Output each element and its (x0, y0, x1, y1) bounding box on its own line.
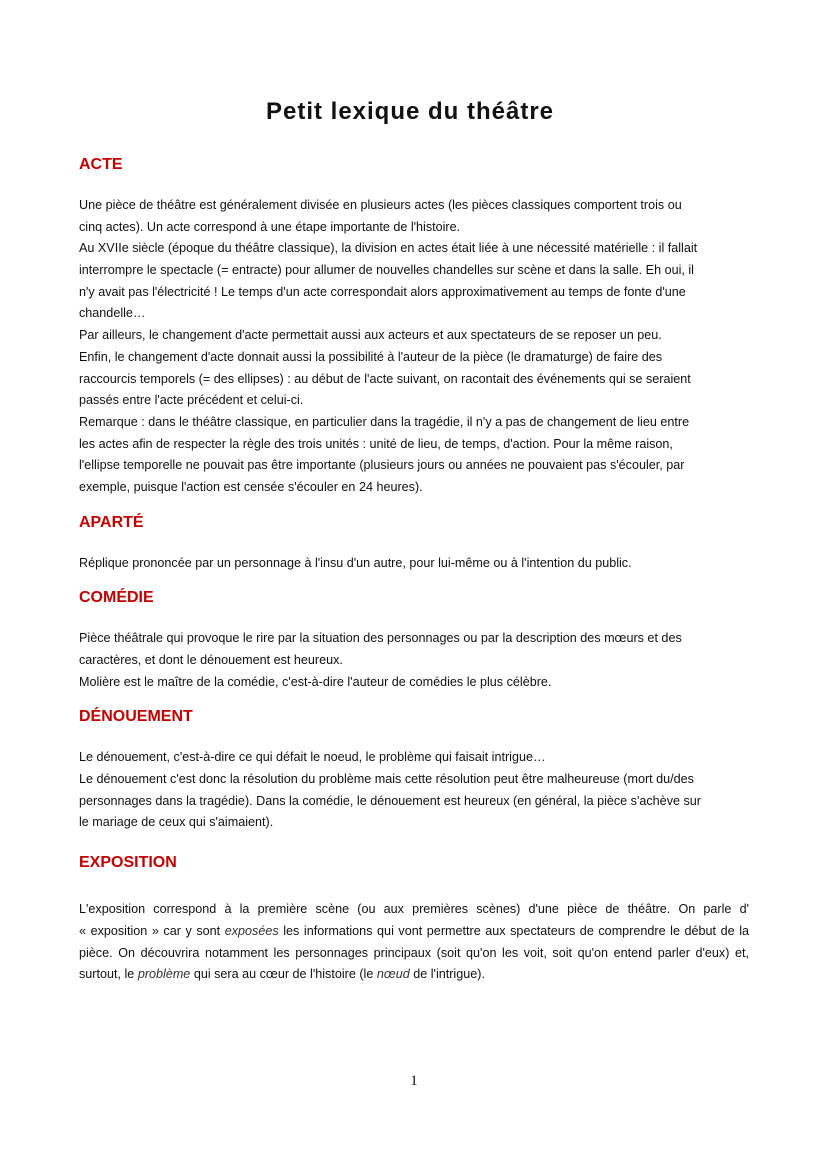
text-line: Pièce théâtrale qui provoque le rire par la situation des personnages ou par la description des mœurs et des (79, 631, 682, 646)
text-line: passés entre l'acte précédent et celui-ci. (79, 393, 304, 408)
section-body (79, 899, 749, 986)
text-line: interrompre le spectacle (= entracte) pour allumer de nouvelles chandelles sur scène et dans la salle. Eh oui, il (79, 263, 694, 278)
text-line: Molière est le maître de la comédie, c'est-à-dire l'auteur de comédies le plus célèbre. (79, 674, 552, 689)
text-line: L'exposition correspond à la première scène (ou aux premières scènes) d'une pièce de théâtre. On parle d' (79, 902, 749, 917)
text-run: de l'intrigue). (409, 967, 485, 982)
section-heading: COMÉDIE (79, 589, 154, 607)
text-run: « exposition » car y sont (79, 923, 225, 938)
text-run: qui sera au cœur de l'histoire (le (190, 967, 377, 982)
text-line: Le dénouement, c'est-à-dire ce qui défait le noeud, le problème qui faisait intrigue… (79, 750, 546, 765)
text-line: chandelle… (79, 306, 146, 321)
text-line: Au XVIIe siècle (époque du théâtre classique), la division en actes était liée à une nécessité matérielle : il fallait (79, 241, 698, 256)
page-title: Petit lexique du théâtre (265, 98, 555, 125)
section-heading: APARTÉ (79, 513, 144, 531)
text-line: Le dénouement c'est donc la résolution du problème mais cette résolution peut être malheureuse (mort du/des (79, 772, 694, 787)
italic-text: exposées (224, 923, 279, 938)
text-line: cinq actes). Un acte correspond à une étape importante de l'histoire. (79, 219, 461, 234)
text-line: pièce. On découvrira notamment les personnages principaux (soit qu'on les voit, soit qu'on entend parler d'eux) et, (79, 945, 749, 960)
text-line: Réplique prononcée par un personnage à l'insu d'un autre, pour lui-même ou à l'intention du public. (79, 555, 632, 570)
italic-text: nœud (376, 967, 410, 982)
text-line: exemple, puisque l'action est censée s'écouler en 24 heures). (79, 479, 423, 494)
text-line (79, 964, 749, 986)
text-line: Une pièce de théâtre est généralement divisée en plusieurs actes (les pièces classiques comportent trois ou (79, 198, 682, 212)
text-line: personnages dans la tragédie). Dans la comédie, le dénouement est heureux (en général, la pièce s'achève sur (79, 793, 701, 808)
section-heading: DÉNOUEMENT (79, 708, 193, 726)
section-denouement (79, 707, 749, 834)
text-line (79, 921, 749, 943)
text-line: les actes afin de respecter la règle des trois unités : unité de lieu, de temps, d'action. Pour la même raison, (79, 436, 673, 451)
section-exposition (79, 853, 749, 986)
text-line: n'y avait pas l'électricité ! Le temps d'un acte correspondait alors approximativement au temps de fonte d'une (79, 284, 686, 299)
text-run: surtout, le (79, 967, 138, 982)
section-body (79, 195, 749, 499)
section-body (79, 747, 749, 834)
page-number: 1 (410, 1073, 418, 1089)
section-heading: EXPOSITION (79, 854, 177, 872)
section-body (79, 628, 749, 693)
section-body (79, 553, 749, 575)
text-line: Enfin, le changement d'acte donnait aussi la possibilité à l'auteur de la pièce (le dramaturge) de faire des (79, 349, 663, 364)
section-comedie (79, 588, 749, 693)
text-line: caractères, et dont le dénouement est heureux. (79, 653, 343, 667)
text-line: Par ailleurs, le changement d'acte permettait aussi aux acteurs et aux spectateurs de se reposer un peu. (79, 328, 662, 343)
document-page (79, 97, 749, 986)
text-line: raccourcis temporels (= des ellipses) : au début de l'acte suivant, on racontait des événements qui se seraient (79, 371, 691, 386)
text-line: le mariage de ceux qui s'aimaient). (79, 815, 274, 830)
italic-text: problème (137, 967, 191, 982)
text-line: l'ellipse temporelle ne pouvait pas être importante (plusieurs jours ou années ne pouvaient pas s'écouler, par (79, 458, 685, 473)
section-heading: ACTE (79, 156, 123, 173)
section-aparte (79, 513, 749, 575)
text-run: les informations qui vont permettre aux spectateurs de comprendre le début de la (278, 923, 749, 938)
text-line: Remarque : dans le théâtre classique, en particulier dans la tragédie, il n'y a pas de changement de lieu entre (79, 414, 690, 429)
section-acte (79, 155, 749, 499)
